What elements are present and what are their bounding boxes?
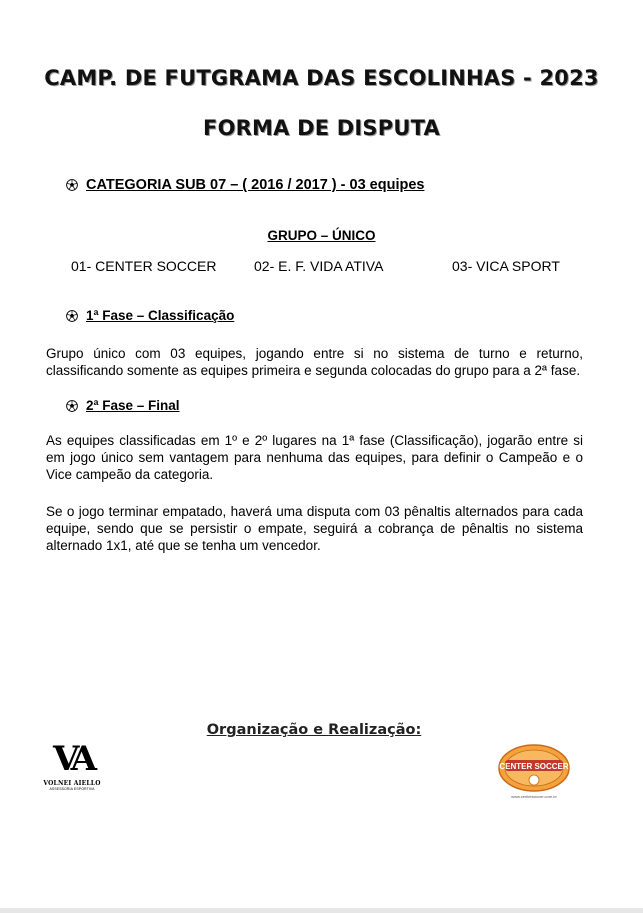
soccer-ball-icon <box>66 310 78 322</box>
volnei-aiello-logo <box>42 739 102 800</box>
soccer-ball-icon <box>66 179 78 191</box>
phase1-heading-label: 1ª Fase – Classificação <box>86 308 235 323</box>
phase2-heading <box>66 398 180 413</box>
group-heading: GRUPO – ÚNICO <box>267 228 376 243</box>
team-item: 03- VICA SPORT <box>452 258 560 274</box>
document-title: CAMP. DE FUTGRAMA DAS ESCOLINHAS - 2023 <box>44 66 599 90</box>
logo-monogram: VA <box>52 739 92 779</box>
phase1-paragraph: Grupo único com 03 equipes, jogando entre si no sistema de turno e returno, classificando somente as equipes primeira e segunda colocadas do grupo para a 2ª fase. <box>46 346 583 378</box>
category-label: CATEGORIA SUB 07 – ( 2016 / 2017 ) - 03 equipes <box>86 177 425 193</box>
phase2-paragraph: As equipes classificadas em 1º e 2º lugares na 1ª fase (Classificação), jogarão entre si em jogo único sem vantagem para nenhuma das equipes, para definir o Campeão e o Vice campeão da categoria. <box>46 433 583 482</box>
category-heading <box>66 177 424 193</box>
organization-label: Organização e Realização: <box>206 722 422 738</box>
document-subtitle: FORMA DE DISPUTA <box>203 116 440 140</box>
team-item: 01- CENTER SOCCER <box>71 258 217 274</box>
phase2-heading-label: 2ª Fase – Final <box>86 398 180 413</box>
logo-name: VOLNEI AIELLO <box>43 780 101 787</box>
logo-subtitle: ASSESSORIA ESPORTIVA <box>49 787 95 791</box>
page-bottom-edge <box>0 908 643 913</box>
phase1-heading <box>66 308 234 323</box>
center-soccer-logo <box>497 742 571 800</box>
team-item: 02- E. F. VIDA ATIVA <box>254 258 384 274</box>
logo-website: www.centersoccer.com.br <box>511 794 557 799</box>
tiebreak-paragraph: Se o jogo terminar empatado, haverá uma disputa com 03 pênaltis alternados para cada equipe, sendo que se persistir o empate, seguirá a cobrança de pênaltis no sistema alternado 1x1, até que se tenha um vencedor. <box>46 504 583 553</box>
soccer-ball-icon <box>66 400 78 412</box>
logo-right-name: CENTER SOCCER <box>499 762 569 771</box>
